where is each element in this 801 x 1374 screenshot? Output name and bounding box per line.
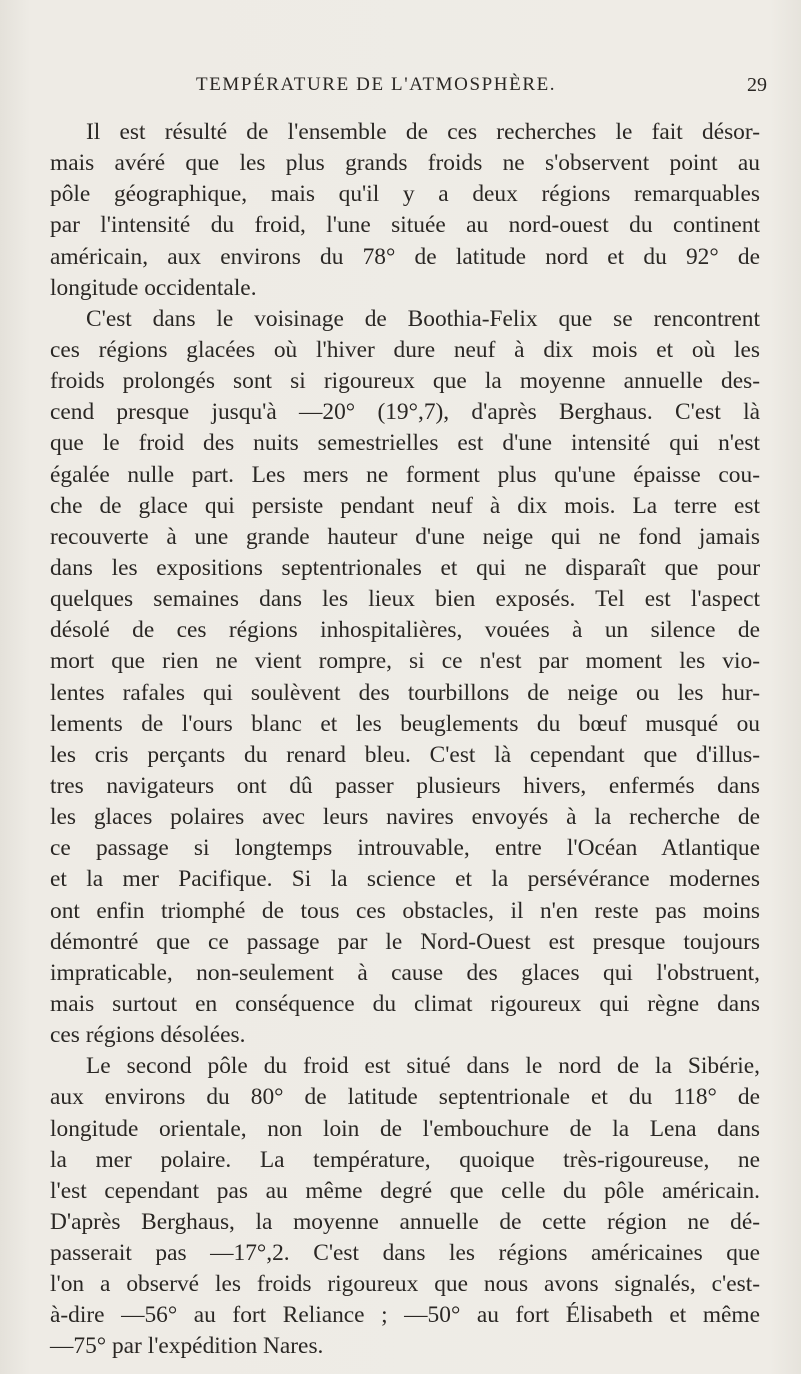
text-line: mais surtout en conséquence du climat rigoureux qui règne dans <box>50 990 760 1017</box>
text-line: égalée nulle part. Les mers ne forment plus qu'une épaisse cou- <box>50 461 760 488</box>
text-line: passerait pas —17°,2. C'est dans les régions américaines que <box>50 1240 760 1267</box>
text-line: et la mer Pacifique. Si la science et la persévérance modernes <box>50 866 760 893</box>
text-line: l'on a observé les froids rigoureux que nous avons signalés, c'est- <box>50 1271 760 1298</box>
text-line: que le froid des nuits semestrielles est d'une intensité qui n'est <box>50 430 760 457</box>
text-line: froids prolongés sont si rigoureux que la moyenne annuelle des- <box>50 368 760 395</box>
text-line: aux environs du 80° de latitude septentrionale et du 118° de <box>50 1084 760 1111</box>
text-line: l'est cependant pas au même degré que celle du pôle américain. <box>50 1177 760 1204</box>
text-line: mort que rien ne vient rompre, si ce n'est par moment les vio- <box>50 648 760 675</box>
text-line: américain, aux environs du 78° de latitude nord et du 92° de <box>50 243 760 270</box>
text-line: par l'intensité du froid, l'une située au nord-ouest du continent <box>50 212 760 239</box>
text-line: tres navigateurs ont dû passer plusieurs hivers, enfermés dans <box>50 772 760 799</box>
text-line: longitude orientale, non loin de l'embouchure de la Lena dans <box>50 1115 760 1142</box>
text-line: longitude occidentale. <box>50 274 257 301</box>
text-line: lentes rafales qui soulèvent des tourbillons de neige ou les hur- <box>50 679 760 706</box>
text-line: démontré que ce passage par le Nord-Ouest est presque toujours <box>50 928 760 955</box>
text-line: lements de l'ours blanc et les beuglements du bœuf musqué ou <box>50 710 760 737</box>
text-line: ont enfin triomphé de tous ces obstacles, il n'en reste pas moins <box>50 897 760 924</box>
text-line: —75° par l'expédition Nares. <box>50 1333 324 1360</box>
text-line: à-dire —56° au fort Reliance ; —50° au fort Élisabeth et même <box>50 1302 760 1329</box>
text-line: mais avéré que les plus grands froids ne s'observent point au <box>50 150 760 177</box>
text-line: impraticable, non-seulement à cause des glaces qui l'obstruent, <box>50 959 760 986</box>
text-line: désolé de ces régions inhospitalières, vouées à un silence de <box>50 617 760 644</box>
text-line: la mer polaire. La température, quoique très-rigoureuse, ne <box>50 1146 760 1173</box>
text-line: ce passage si longtemps introuvable, entre l'Océan Atlantique <box>50 835 760 862</box>
text-line: Il est résulté de l'ensemble de ces recherches le fait désor- <box>86 119 760 145</box>
text-line: dans les expositions septentrionales et qui ne disparaît que pour <box>50 554 760 581</box>
text-line: ces régions désolées. <box>50 1022 246 1049</box>
text-line: ces régions glacées où l'hiver dure neuf à dix mois et où les <box>50 336 760 363</box>
text-line: cend presque jusqu'à —20° (19°,7), d'après Berghaus. C'est là <box>50 399 760 426</box>
text-line: pôle géographique, mais qu'il y a deux régions remarquables <box>50 181 760 208</box>
page-number: 29 <box>747 74 767 96</box>
text-line: recouverte à une grande hauteur d'une neige qui ne fond jamais <box>50 523 760 550</box>
text-line: C'est dans le voisinage de Boothia-Felix que se rencontrent <box>86 305 760 332</box>
running-title: TEMPÉRATURE DE L'ATMOSPHÈRE. <box>196 74 557 95</box>
text-line: D'après Berghaus, la moyenne annuelle de cette région ne dé- <box>50 1208 760 1235</box>
text-line: Le second pôle du froid est situé dans le nord de la Sibérie, <box>86 1053 760 1080</box>
text-line: quelques semaines dans les lieux bien exposés. Tel est l'aspect <box>50 586 760 613</box>
text-line: les cris perçants du renard bleu. C'est là cependant que d'illus- <box>50 741 760 768</box>
text-line: che de glace qui persiste pendant neuf à dix mois. La terre est <box>50 492 760 519</box>
text-line: les glaces polaires avec leurs navires envoyés à la recherche de <box>50 804 760 831</box>
running-head <box>0 74 801 104</box>
body-text <box>50 117 760 1363</box>
